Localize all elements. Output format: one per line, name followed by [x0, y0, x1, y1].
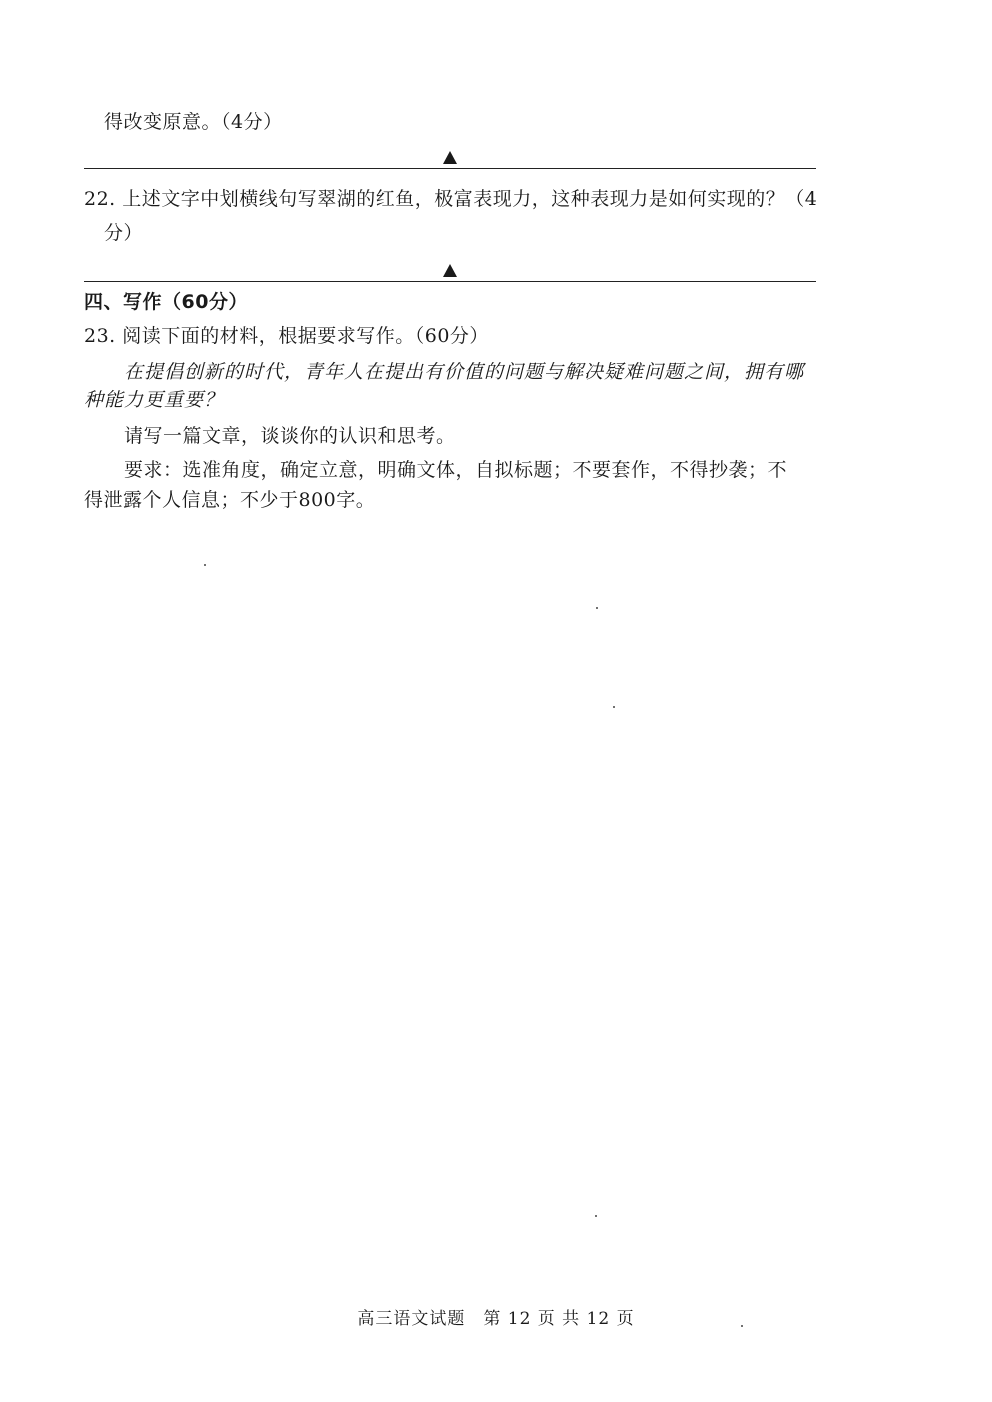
requirements-line2: 得泄露个人信息；不少于800字。 [84, 489, 376, 511]
scan-speck [204, 564, 206, 566]
q22-line2: 分） [104, 222, 144, 244]
writing-task: 请写一篇文章，谈谈你的认识和思考。 [124, 425, 456, 447]
answer-marker-icon [443, 151, 457, 164]
q22-line1: 22. 上述文字中划横线句写翠湖的红鱼，极富表现力，这种表现力是如何实现的？（4 [84, 188, 818, 210]
page-footer: 高三语文试题 第 12 页 共 12 页 [357, 1309, 635, 1329]
requirements-line1: 要求：选准角度，确定立意，明确文体，自拟标题；不要套作，不得抄袭；不 [124, 459, 788, 481]
answer-marker-icon [443, 264, 457, 277]
scan-speck [613, 706, 615, 708]
material-line1: 在提倡创新的时代，青年人在提出有价值的问题与解决疑难问题之间，拥有哪 [124, 361, 805, 383]
answer-line [84, 281, 816, 282]
q23-prompt: 23. 阅读下面的材料，根据要求写作。（60分） [84, 325, 489, 347]
q21-tail: 得改变原意。（4分） [104, 111, 283, 133]
scan-speck [596, 607, 598, 609]
scan-speck [595, 1215, 597, 1217]
answer-line [84, 168, 816, 169]
material-line2: 种能力更重要？ [84, 389, 225, 411]
section-heading: 四、写作（60分） [84, 291, 248, 313]
